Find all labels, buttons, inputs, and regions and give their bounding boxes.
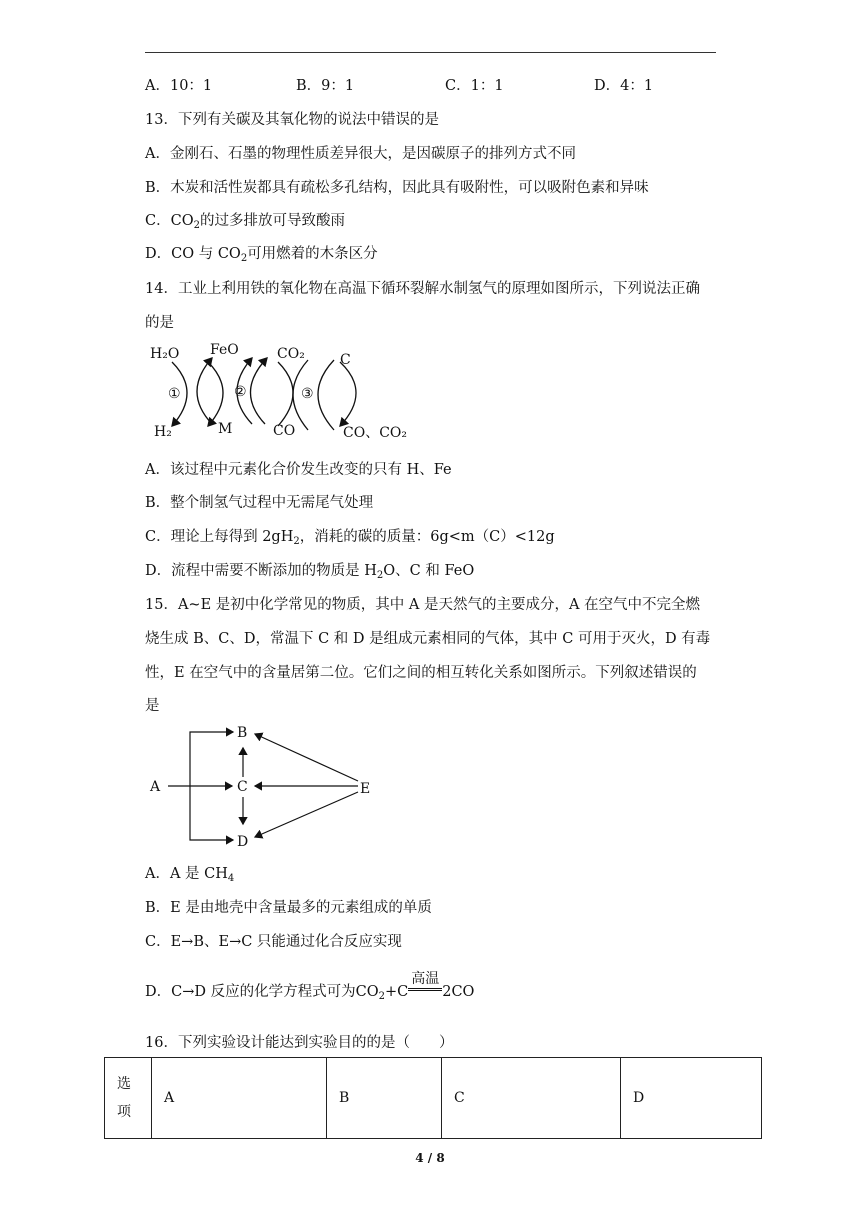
q15-option-c: C．E→B、E→C 只能通过化合反应实现 <box>145 934 402 950</box>
q13-option-d: D．CO 与 $CO_2$可用燃着的木条区分 <box>145 246 378 264</box>
q15-stem-line2: 烧生成 B、C、D，常温下 C 和 D 是组成元素相同的气体，其中 C 可用于灭火，D 有毒 <box>145 631 711 647</box>
q12-option-c: C．1：1 <box>445 78 504 94</box>
q14-stem-line2: 的是 <box>145 315 174 331</box>
q12-option-a: A．10：1 <box>145 78 213 94</box>
q15-stem-line4: 是 <box>145 698 160 714</box>
q14-stem-line1: 14．工业上利用铁的氧化物在高温下循环裂解水制氢气的原理如图所示，下列说法正确 <box>145 281 700 297</box>
table-col-a: A <box>152 1058 327 1139</box>
label-co-co2: CO、CO₂ <box>343 425 407 441</box>
table-header-cell: 选项 <box>105 1058 152 1139</box>
label-m: M <box>218 421 233 437</box>
q15-option-d: D．C→D 反应的化学方程式可为$CO_2+C$ 高温 2CO <box>145 971 475 1002</box>
q14-option-d: D．流程中需要不断添加的物质是 $H_2O$、C 和 FeO <box>145 563 475 581</box>
q15-relation-diagram <box>140 715 390 855</box>
table-col-c: C <box>442 1058 621 1139</box>
step-1-number: ① <box>168 386 181 402</box>
q14-option-a: A．该过程中元素化合价发生改变的只有 H、Fe <box>145 462 452 478</box>
equation: $CO_2+C$ 高温 2CO <box>355 971 475 1002</box>
label-co: CO <box>273 423 296 439</box>
header-rule <box>145 52 716 53</box>
label-h2o: H₂O <box>150 346 180 362</box>
equation-condition: 高温 <box>408 988 442 996</box>
q14-option-b: B．整个制氢气过程中无需尾气处理 <box>145 495 374 511</box>
node-a: A <box>150 779 161 795</box>
q15-option-b: B．E 是由地壳中含量最多的元素组成的单质 <box>145 900 432 916</box>
q15-stem-line1: 15．A~E 是初中化学常见的物质，其中 A 是天然气的主要成分，A 在空气中不完全燃 <box>145 597 701 613</box>
q14-option-c: C．理论上每得到 $2gH_2$，消耗的碳的质量：6g<m（C）<12g <box>145 529 555 547</box>
q13-option-c: C．$CO_2$的过多排放可导致酸雨 <box>145 213 345 231</box>
node-b: B <box>237 725 248 741</box>
q16-stem: 16．下列实验设计能达到实验目的的是（ ） <box>145 1035 454 1051</box>
q13-stem: 13．下列有关碳及其氧化物的说法中错误的是 <box>145 112 439 128</box>
page-number: 4 / 8 <box>415 1151 445 1165</box>
step-3-number: ③ <box>301 386 314 402</box>
node-c: C <box>237 779 248 795</box>
q15-option-a: A．A 是 $CH_4$ <box>145 866 235 884</box>
node-e: E <box>360 781 371 797</box>
table-col-b: B <box>327 1058 442 1139</box>
label-h2: H₂ <box>154 424 172 440</box>
label-co2-top: CO₂ <box>277 346 305 362</box>
q16-options-table <box>104 1057 762 1139</box>
label-c: C <box>340 352 351 368</box>
q14-cycle-diagram <box>140 338 430 448</box>
step-2-number: ② <box>234 384 247 400</box>
q13-option-a: A．金刚石、石墨的物理性质差异很大，是因碳原子的排列方式不同 <box>145 146 576 162</box>
node-d: D <box>237 834 249 850</box>
q15-stem-line3: 性，E 在空气中的含量居第二位。它们之间的相互转化关系如图所示。下列叙述错误的 <box>145 665 697 681</box>
table-col-d: D <box>621 1058 762 1139</box>
label-feo: FeO <box>210 342 239 358</box>
q12-option-b: B．9：1 <box>296 78 355 94</box>
q13-option-b: B．木炭和活性炭都具有疏松多孔结构，因此具有吸附性，可以吸附色素和异味 <box>145 180 649 196</box>
q12-option-d: D．4：1 <box>594 78 654 94</box>
